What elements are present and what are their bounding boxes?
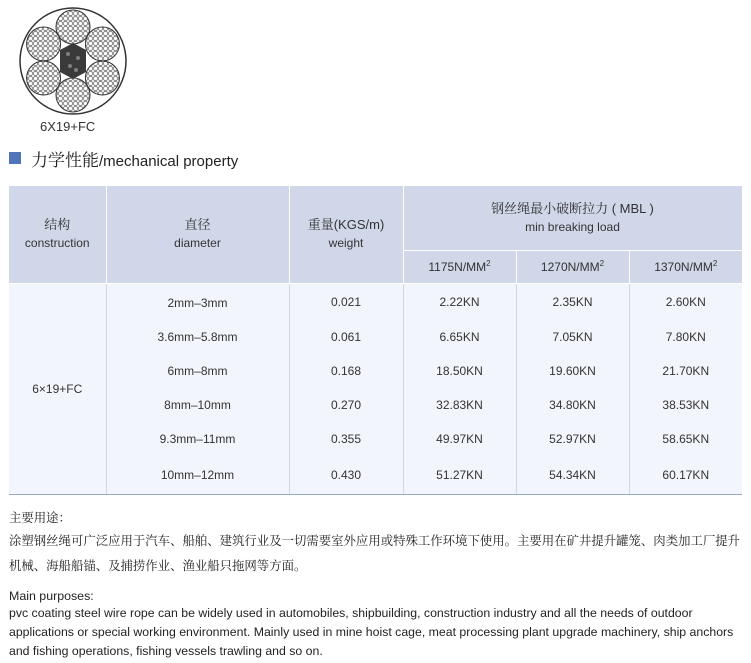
weight-cell: 0.168 — [289, 354, 403, 388]
mbl-cell: 7.05KN — [516, 320, 629, 354]
mbl-cell: 19.60KN — [516, 354, 629, 388]
mechanical-property-table — [9, 186, 743, 495]
header-mbl: 钢丝绳最小破断拉力 ( MBL ) min breaking load — [403, 186, 742, 250]
mbl-cell: 54.34KN — [516, 456, 629, 495]
mbl-cell: 2.22KN — [403, 283, 516, 320]
rope-type-label: 6X19+FC — [40, 119, 96, 134]
table-row — [9, 320, 742, 354]
weight-cell: 0.021 — [289, 283, 403, 320]
construction-value: 6×19+FC — [9, 283, 106, 494]
mbl-cell: 52.97KN — [516, 422, 629, 456]
section-marker-icon — [9, 152, 21, 164]
header-grade-1370: $1370N/MM^2$ — [629, 250, 742, 283]
purposes-en-body: pvc coating steel wire rope can be widely used in automobiles, shipbuilding, construction industry and all the needs of outdoor applications or special working environment. Mainly used in mine hoist cage, meat processing plant upgrade machinery, ship anchors and fishing operations, fishing vessels trawling and so on. — [9, 606, 734, 658]
mbl-cell: 18.50KN — [403, 354, 516, 388]
header-construction: 结构 construction — [9, 186, 106, 283]
table-row — [9, 456, 742, 495]
rope-cross-section-icon — [18, 6, 128, 116]
mbl-cell: 34.80KN — [516, 388, 629, 422]
section-title: 力学性能/mechanical property — [31, 150, 239, 170]
weight-cell: 0.270 — [289, 388, 403, 422]
table-row — [9, 354, 742, 388]
header-grade-1175: $1175N/MM^2$ — [403, 250, 516, 283]
mbl-cell: 49.97KN — [403, 422, 516, 456]
header-weight: 重量(KGS/m) weight — [289, 186, 403, 283]
purposes-en-title: Main purposes: — [9, 589, 94, 603]
mbl-cell: 2.35KN — [516, 283, 629, 320]
diameter-cell: 10mm–12mm — [106, 456, 289, 495]
mbl-cell: 58.65KN — [629, 422, 742, 456]
mbl-cell: 51.27KN — [403, 456, 516, 495]
mbl-cell: 6.65KN — [403, 320, 516, 354]
weight-cell: 0.430 — [289, 456, 403, 495]
table-row — [9, 388, 742, 422]
mbl-cell: 21.70KN — [629, 354, 742, 388]
purposes-zh-title: 主要用途： — [9, 511, 71, 525]
weight-cell: 0.061 — [289, 320, 403, 354]
purposes-zh-body: 涂塑钢丝绳可广泛应用于汽车、船舶、建筑行业及一切需要室外应用或特殊工作环境下使用。主要用在矿井提升罐笼、肉类加工厂提升机械、海船船锚、及捕捞作业、渔业船只拖网等方面。 — [9, 534, 741, 573]
diameter-cell: 8mm–10mm — [106, 388, 289, 422]
mbl-cell: 32.83KN — [403, 388, 516, 422]
mbl-cell: 38.53KN — [629, 388, 742, 422]
header-diameter: 直径 diameter — [106, 186, 289, 283]
diameter-cell: 3.6mm–5.8mm — [106, 320, 289, 354]
diameter-cell: 9.3mm–11mm — [106, 422, 289, 456]
table-row — [9, 283, 742, 320]
diameter-cell: 2mm–3mm — [106, 283, 289, 320]
header-grade-1270: $1270N/MM^2$ — [516, 250, 629, 283]
table-row — [9, 422, 742, 456]
weight-cell: 0.355 — [289, 422, 403, 456]
diameter-cell: 6mm–8mm — [106, 354, 289, 388]
section-heading — [9, 147, 238, 169]
mbl-cell: 7.80KN — [629, 320, 742, 354]
mbl-cell: 60.17KN — [629, 456, 742, 495]
mbl-cell: 2.60KN — [629, 283, 742, 320]
